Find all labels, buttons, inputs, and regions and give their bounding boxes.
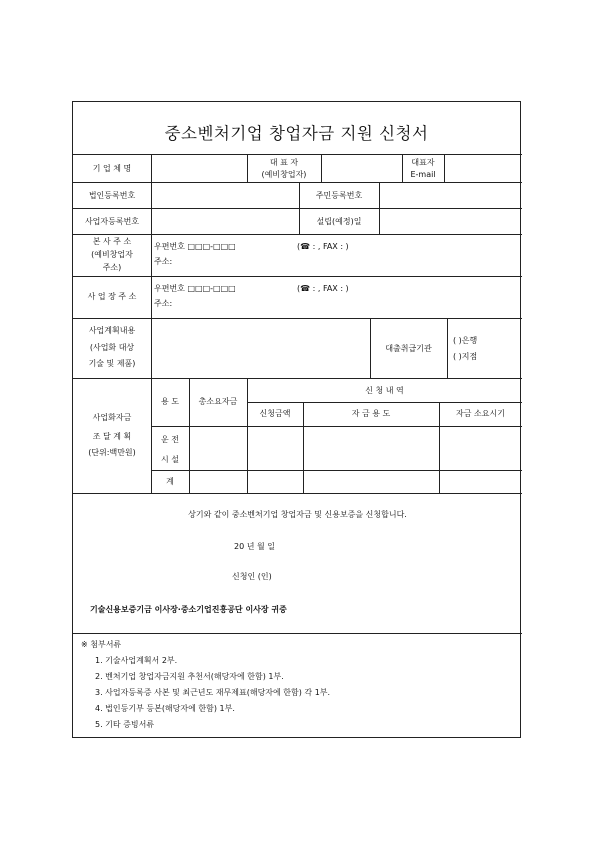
site-tel-fax: (☎ : , FAX : ) [297, 284, 349, 293]
divider [73, 182, 522, 183]
label-company-name: 기 업 체 명 [92, 164, 132, 173]
branch-name-field: ( )지점 [453, 352, 478, 361]
hq-postal-code: 우편번호 □□□-□□□ [154, 242, 236, 251]
divider [151, 470, 522, 471]
attachment-item: 4. 법인등기부 등본(해당자에 한함) 1부. [95, 704, 235, 713]
row-total: 계 [166, 477, 174, 486]
label-established: 설립(예정)일 [316, 217, 362, 226]
label-resident-no: 주민등록번호 [315, 191, 363, 200]
divider [379, 182, 380, 234]
declaration-addressee: 기술신용보증기금 이사장·중소기업진흥공단 이사장 귀중 [90, 605, 287, 614]
hq-address-label: 주소: [154, 257, 173, 266]
label-rep-email-sub: E-mail [410, 170, 436, 179]
attachment-item: 1. 기술사업계획서 2부. [95, 656, 178, 665]
attachment-item: 3. 사업자등록증 사본 및 최근년도 재무제표(해당자에 한함) 각 1부. [95, 688, 331, 697]
attachment-item: 2. 벤처기업 창업자금지원 추천서(해당자에 한함) 1부. [95, 672, 284, 681]
label-business-plan-sub2: 기술 및 제품) [88, 359, 136, 368]
divider [73, 378, 522, 379]
divider [73, 276, 522, 277]
header-request-amount: 신청금액 [259, 409, 291, 418]
bank-name-field: ( )은행 [453, 336, 478, 345]
row-facility: 시 설 [161, 455, 179, 464]
divider [151, 426, 522, 427]
label-representative: 대 표 자 [269, 158, 299, 167]
header-request-details: 신 청 내 역 [365, 386, 404, 395]
divider [73, 633, 522, 634]
label-representative-sub: (예비창업자) [261, 170, 307, 179]
divider [73, 208, 522, 209]
label-hq-address-sub2: 주소) [102, 263, 122, 272]
declaration-applicant: 신청인 (인) [232, 572, 272, 581]
application-form [72, 101, 521, 738]
attachment-item: 5. 기타 증빙서류 [95, 720, 155, 729]
label-rep-email: 대표자 [411, 158, 435, 167]
divider [444, 154, 445, 182]
label-funding-plan-sub2: (단위:백만원) [88, 448, 136, 457]
label-loan-bank: 대출취급기관 [385, 344, 432, 353]
header-total-required: 총소요자금 [198, 397, 238, 406]
site-address-label: 주소: [154, 299, 173, 308]
label-biz-reg-no: 사업자등록번호 [84, 217, 140, 226]
divider [321, 154, 322, 182]
row-operating: 운 전 [161, 435, 179, 444]
header-fund-timing: 자금 소요시기 [456, 409, 505, 418]
label-business-plan: 사업계획내용 [88, 326, 136, 335]
divider [73, 318, 522, 319]
divider [73, 154, 522, 155]
divider [447, 318, 448, 378]
label-business-plan-sub1: (사업화 대상 [89, 343, 135, 352]
divider [73, 493, 522, 494]
declaration-date: 20 년 월 일 [234, 542, 275, 551]
label-funding-plan-sub1: 조 달 계 획 [92, 432, 132, 441]
label-site-address: 사 업 장 주 소 [87, 292, 137, 301]
label-hq-address: 본 사 주 소 [92, 237, 132, 246]
header-fund-usage: 자 금 용 도 [351, 409, 391, 418]
declaration-statement: 상기와 같이 중소벤처기업 창업자금 및 신용보증을 신청합니다. [188, 510, 407, 519]
label-funding-plan: 사업화자금 [92, 413, 132, 422]
site-postal-code: 우편번호 □□□-□□□ [154, 284, 236, 293]
header-usage: 용 도 [161, 397, 179, 406]
form-title: 중소벤처기업 창업자금 지원 신청서 [164, 124, 429, 143]
hq-tel-fax: (☎ : , FAX : ) [297, 242, 349, 251]
divider [73, 234, 522, 235]
attachments-heading: ※ 첨부서류 [81, 640, 122, 649]
label-hq-address-sub1: (예비창업자 [91, 250, 133, 259]
label-corp-reg-no: 법인등록번호 [88, 191, 136, 200]
divider [247, 402, 522, 403]
